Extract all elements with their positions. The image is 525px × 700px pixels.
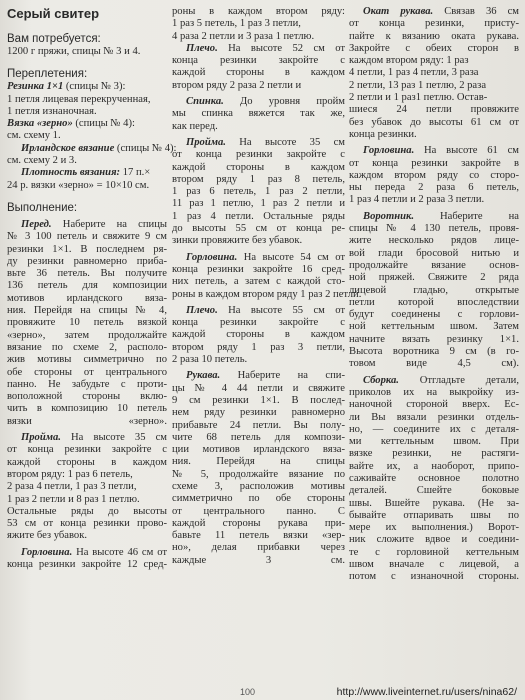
text-line: пайте к вязанию оката рукава. bbox=[349, 30, 519, 42]
text-line: схеме 3, расположив мотивы bbox=[172, 480, 345, 492]
irish-rest: (спицы № 4): bbox=[114, 142, 177, 154]
text-line: петли которой впоследствии bbox=[349, 296, 519, 308]
text-line: Связав 36 см bbox=[433, 6, 519, 17]
front-line: панно. Не забудьте с проти- bbox=[7, 378, 167, 390]
text-line: бывайте отпаривать швы по bbox=[349, 509, 519, 521]
text-line: прибавьте 24 петли. Вы полу- bbox=[172, 419, 345, 431]
irish-line: см. схему 2 и 3. bbox=[7, 155, 77, 167]
front-line: «зерно», затем продолжайте bbox=[7, 329, 167, 341]
text-line: как перед. bbox=[172, 120, 218, 132]
text-line: На высоте 54 см от bbox=[237, 251, 345, 263]
text-line: каждой стороны рукава при- bbox=[172, 517, 345, 529]
text-line: потом с изнаночной стороны. bbox=[349, 571, 519, 583]
text-line: № 5, продолжайте вязание по bbox=[172, 468, 345, 480]
text-line: зинки провяжите без убавок. bbox=[172, 235, 303, 247]
armhole-heading: Пройма. bbox=[186, 136, 226, 148]
text-line: наночной стороной вверх. Ес- bbox=[349, 399, 519, 411]
text-line: будут соединены с горлови- bbox=[349, 309, 519, 321]
text-line: саживайте основное полотно bbox=[349, 472, 519, 484]
front-line: жив мотивы симметрично по bbox=[7, 354, 167, 366]
text-line: спицы № 4 130 петель, провя- bbox=[349, 223, 519, 235]
watermark-url[interactable]: http://www.liveinternet.ru/users/nina62/ bbox=[336, 686, 517, 698]
armhole-line: от конца резинки закройте с bbox=[7, 444, 167, 456]
armhole-line: втором ряду: 1 раз 6 петель, bbox=[7, 468, 133, 480]
text-line: 1 раз 5 петель, 1 раз 3 петли, bbox=[172, 18, 301, 30]
column-2 bbox=[172, 6, 362, 682]
text-line: ми кеттельным швом. При bbox=[349, 436, 519, 448]
execution-heading: Выполнение: bbox=[7, 201, 78, 214]
shoulder-heading: Плечо. bbox=[186, 304, 218, 316]
text-line: роны в каждом втором ряду: bbox=[172, 6, 345, 17]
armhole-heading: Пройма. bbox=[21, 432, 61, 444]
text-line: без убавок до высоты 61 см от bbox=[349, 116, 519, 128]
text-line: от конца резинки закройте в bbox=[349, 157, 519, 169]
armhole-line: Остальные ряды до высоты bbox=[7, 505, 167, 517]
text-line: До уровня пройм bbox=[223, 96, 345, 108]
text-line: втором ряду 2 раза 2 петли и bbox=[172, 79, 302, 91]
text-line: ния. Перейдя на спицы bbox=[172, 456, 345, 468]
text-line: каждой стороны в каждом bbox=[172, 67, 345, 79]
page-title: Серый свитер bbox=[7, 6, 100, 21]
text-line: но», делая прибавки через bbox=[172, 542, 345, 554]
text-line: конца резинки. bbox=[349, 128, 417, 140]
text-line: 2 раза 10 петель. bbox=[172, 354, 248, 366]
text-line: ник сложите вдвое и соедини- bbox=[349, 534, 519, 546]
shoulder-heading: Плечо. bbox=[186, 42, 218, 54]
text-line: ной кеттельным швом. Затем bbox=[349, 321, 519, 333]
armhole-line: 2 раза 4 петли, 1 раз 3 петли, bbox=[7, 481, 137, 493]
column-3 bbox=[349, 6, 519, 682]
patterns-heading: Переплетения: bbox=[7, 68, 88, 81]
density-line: 24 р. вязки «зерно» = 10×10 см. bbox=[7, 179, 150, 191]
text-line: мы спинка вяжется так же, bbox=[172, 108, 345, 120]
text-line: Наберите на спи- bbox=[220, 370, 345, 382]
text-line: швы. Вшейте рукава. (Не за- bbox=[349, 497, 519, 509]
text-line: 1 раз 6 петель, 1 раз 2 петли, bbox=[172, 186, 345, 198]
text-line: но, — соедините их с деталя- bbox=[349, 423, 519, 435]
text-line: ли Вы вязали резинки отдель- bbox=[349, 411, 519, 423]
front-line: вязки «зерно». bbox=[7, 415, 167, 427]
armhole-line: 53 см от конца резинки прово- bbox=[7, 518, 167, 530]
text-line: конца резинки закройте 16 сред- bbox=[172, 263, 345, 275]
text-line: каждые 3 см. bbox=[172, 554, 345, 566]
front-line: провяжите 10 петель вязкой bbox=[7, 317, 167, 329]
text-line: до высоты 55 см от конца ре- bbox=[172, 223, 345, 235]
text-line: мере их выполнения.) Ворот- bbox=[349, 522, 519, 534]
text-line: втором ряду 1 раз 8 петель, bbox=[172, 173, 345, 185]
text-line: каждой стороны в каждом bbox=[172, 329, 345, 341]
text-line: ны переда 2 раза 6 петель, bbox=[349, 182, 519, 194]
front-line: ния. Перейдя на спицы № 4, bbox=[7, 305, 167, 317]
front-line: вьте 36 петель. Вы получите bbox=[7, 268, 167, 280]
text-line: конца резинки закройте с bbox=[172, 55, 345, 67]
column-1 bbox=[7, 6, 177, 682]
seed-line: см. схему 1. bbox=[7, 130, 61, 142]
armhole-line: каждой стороны в каждом bbox=[7, 456, 167, 468]
text-line: На высоте 52 см от bbox=[217, 42, 345, 54]
text-line: чите 68 петель для компози- bbox=[172, 431, 345, 443]
neck-heading: Горловина. bbox=[363, 145, 415, 157]
text-line: симметрично по обе стороны bbox=[172, 493, 345, 505]
rib-line: 1 петля лицевая перекрученная, bbox=[7, 93, 151, 105]
armhole-line: На высоте 35 см bbox=[60, 432, 167, 444]
collar-heading: Воротник. bbox=[363, 210, 414, 222]
text-line: те с горловиной кеттельным bbox=[349, 546, 519, 558]
density-name: Плотность вязания: bbox=[21, 167, 121, 179]
text-line: товом виде 4,5 см). bbox=[349, 358, 519, 370]
front-line: воположной стороны вклю- bbox=[7, 391, 167, 403]
text-line: каждой стороны в каждом bbox=[172, 161, 345, 173]
text-line: вязке резинки, не растяги- bbox=[349, 448, 519, 460]
front-line: чить в композицию 10 петель bbox=[7, 403, 167, 415]
text-line: от конца резинки, присту- bbox=[349, 18, 519, 30]
irish-name: Ирландское вязание bbox=[21, 142, 115, 154]
text-line: продолжайте вязание основ- bbox=[349, 259, 519, 271]
front-line: Наберите на спицы bbox=[51, 218, 167, 230]
text-line: от центрального панно. С bbox=[172, 505, 345, 517]
sleeve-cap-heading: Окат рукава. bbox=[363, 6, 434, 17]
sleeves-heading: Рукава. bbox=[186, 370, 221, 382]
density-rest: 17 п.× bbox=[120, 167, 151, 179]
front-line: 136 петель для композиции bbox=[7, 280, 167, 292]
armhole-line: 1 раз 2 петли и 8 раз 1 петлю. bbox=[7, 493, 140, 505]
text-line: ной пряжей. Свяжите 2 ряда bbox=[349, 272, 519, 284]
text-line: цы № 4 44 петли и свяжите bbox=[172, 382, 345, 394]
text-line: роны в каждом втором ряду 1 раз 2 петли. bbox=[172, 288, 362, 300]
text-line: Закройте с обеих сторон в bbox=[349, 42, 519, 54]
text-line: каждом втором ряду со сторо- bbox=[349, 169, 519, 181]
text-line: швом вначале с лицевой, а bbox=[349, 559, 519, 571]
text-line: 2 петли и 1 раз1 петлю. Остав- bbox=[349, 92, 488, 104]
text-line: 4 раза 2 петли и 3 раза 1 петлю. bbox=[172, 30, 315, 42]
neck-line: конца резинки закройте 12 сред- bbox=[7, 558, 167, 570]
text-line: 2 петли, 13 раз 1 петлю, 2 раза bbox=[349, 79, 487, 91]
text-line: На высоте 61 см bbox=[414, 145, 519, 157]
text-line: Высота воротника 9 см (в го- bbox=[349, 346, 519, 358]
neck-heading: Горловина. bbox=[21, 546, 73, 558]
seed-needles: (спицы № 4): bbox=[72, 118, 135, 130]
rib-needles: (спицы № 3): bbox=[63, 81, 126, 93]
front-line: ду резинки равномерно приба- bbox=[7, 255, 167, 267]
front-line: мотивов ирландского вяза- bbox=[7, 292, 167, 304]
materials-text: 1200 г пряжи, спицы № 3 и 4. bbox=[7, 46, 141, 57]
front-line: обе стороны от центрального bbox=[7, 366, 167, 378]
text-line: шиеся 24 петли провяжите bbox=[349, 104, 519, 116]
text-line: начните вязать резинку 1×1. bbox=[349, 333, 519, 345]
text-line: ции мотивов ирландского вяза- bbox=[172, 444, 345, 456]
page-number: 100 bbox=[240, 687, 256, 697]
text-line: лицевой гладью, открытые bbox=[349, 284, 519, 296]
armhole-line: яжите без убавок. bbox=[7, 530, 88, 542]
text-line: деталей. Сшейте боковые bbox=[349, 485, 519, 497]
back-heading: Спинка. bbox=[186, 96, 224, 108]
text-line: На высоте 35 см bbox=[225, 136, 345, 148]
text-line: каждом втором ряду: 1 раз bbox=[349, 55, 469, 67]
text-line: от конца резинки закройте с bbox=[172, 149, 345, 161]
text-line: 4 петли, 1 раз 4 петли, 3 раза bbox=[349, 67, 479, 79]
assembly-heading: Сборка. bbox=[363, 374, 399, 386]
rib-line: 1 петля изнаночная. bbox=[7, 105, 97, 117]
text-line: вой глади бросовой нитью и bbox=[349, 247, 519, 259]
text-line: На высоте 55 см от bbox=[217, 304, 345, 316]
text-line: бавьте 11 петель вязки «зер- bbox=[172, 530, 345, 542]
front-line: № 3 100 петель и свяжите 9 см bbox=[7, 231, 167, 243]
rib-name: Резинка 1×1 bbox=[7, 81, 64, 93]
materials-heading: Вам потребуется: bbox=[7, 33, 101, 45]
text-line: конца резинки закройте с bbox=[172, 317, 345, 329]
seed-name: Вязка «зерно» bbox=[7, 118, 73, 130]
text-line: Отгладьте детали, bbox=[398, 374, 519, 386]
text-line: них петель, а затем с каждой сто- bbox=[172, 276, 345, 288]
text-line: 1 раз 4 петли. Остальные ряды bbox=[172, 210, 345, 222]
text-line: втором ряду 1 раз 3 петли, bbox=[172, 341, 345, 353]
front-line: вязание по схеме 2, располо- bbox=[7, 341, 167, 353]
neck-heading: Горловина. bbox=[186, 251, 238, 263]
page-footer bbox=[0, 684, 525, 700]
text-line: приколов их на выкройку из- bbox=[349, 386, 519, 398]
text-line: вайте их, а наоборот, припо- bbox=[349, 460, 519, 472]
text-line: жите несколько рядов лице- bbox=[349, 235, 519, 247]
neck-line: На высоте 46 см от bbox=[72, 546, 167, 558]
front-heading: Перед. bbox=[21, 218, 52, 230]
text-line: 9 см резинки 1×1. В послед- bbox=[172, 394, 345, 406]
text-line: Наберите на bbox=[414, 210, 519, 222]
text-line: 1 раз 4 петли и 2 раза 3 петли. bbox=[349, 194, 485, 206]
text-line: нем ряду резинки равномерно bbox=[172, 407, 345, 419]
front-line: резинки 1×1. В последнем ря- bbox=[7, 243, 167, 255]
text-line: 11 раз 1 петлю, 1 раз 2 петли и bbox=[172, 198, 345, 210]
